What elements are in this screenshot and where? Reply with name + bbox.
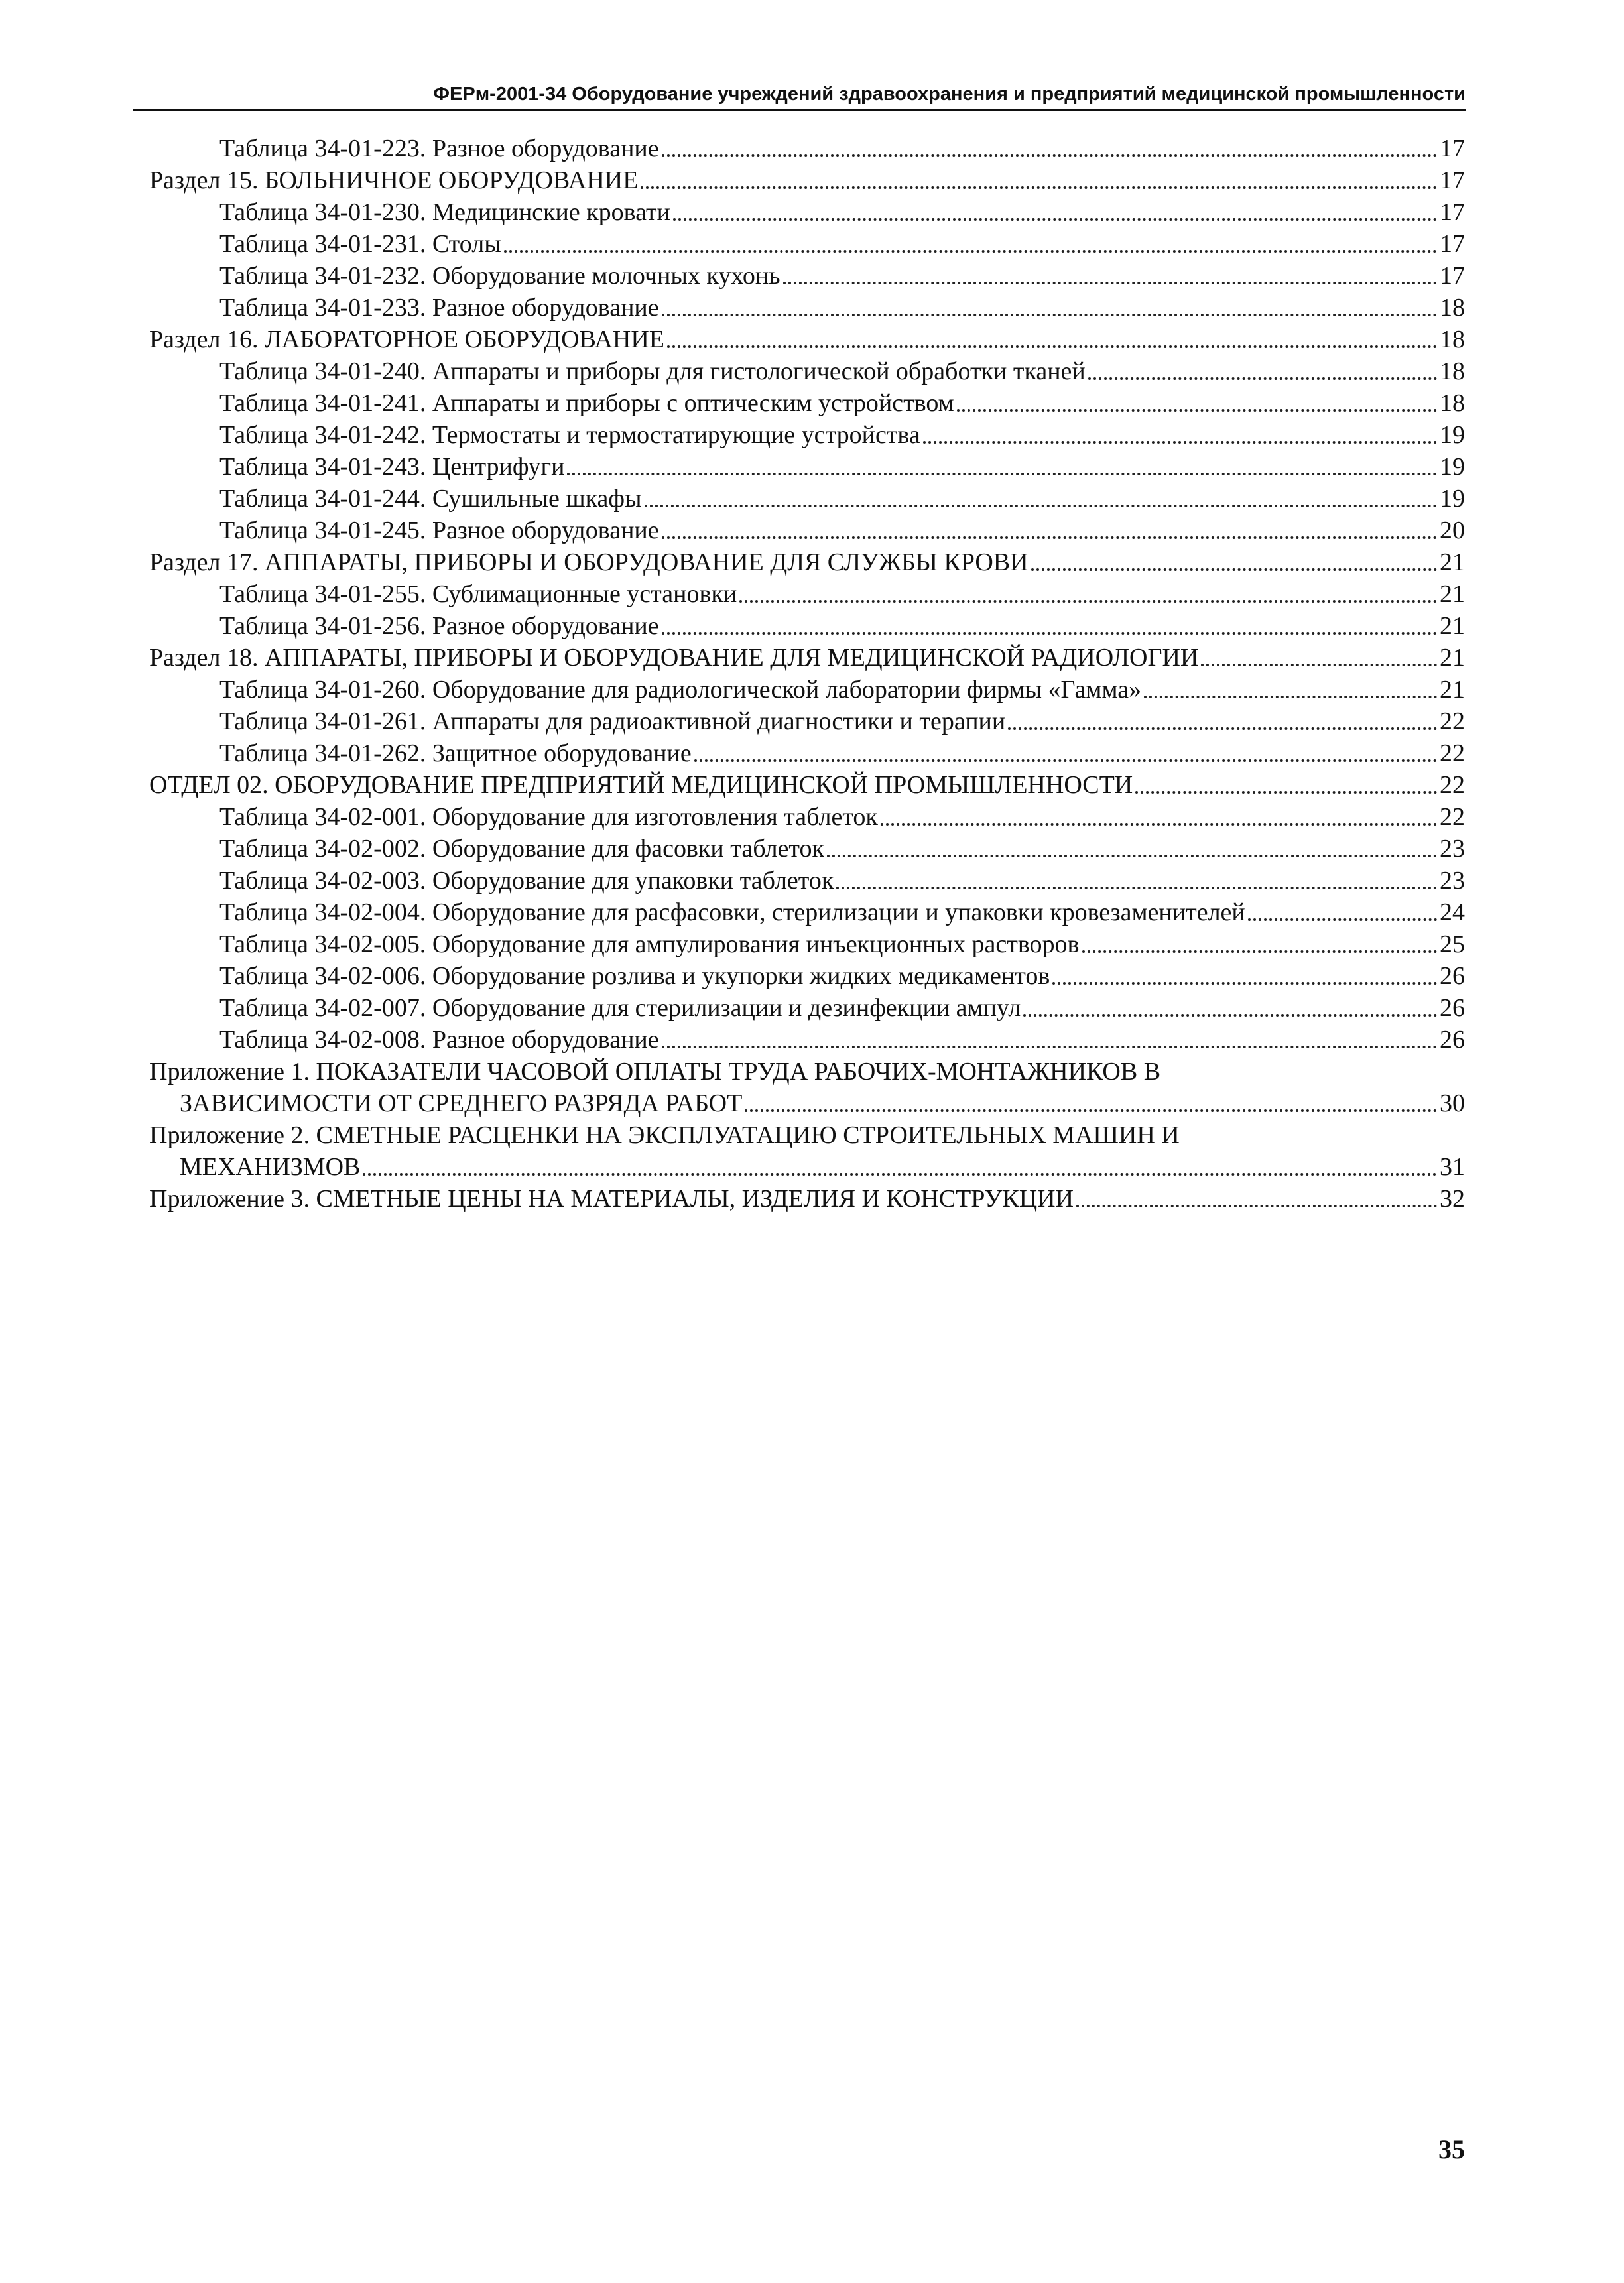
toc-entry	[149, 355, 1465, 387]
dot-leader	[641, 186, 1437, 189]
toc-entry-title: Таблица 34-01-245. Разное оборудование	[219, 517, 659, 544]
toc-entry-second-line	[149, 1151, 1465, 1183]
dot-leader	[645, 505, 1437, 507]
toc-entry-title: Таблица 34-01-243. Центрифуги	[219, 453, 565, 481]
toc-entry-page: 21	[1440, 548, 1465, 576]
dot-leader	[957, 409, 1437, 412]
toc-entry-page: 17	[1440, 135, 1465, 162]
toc-entry-title-line2: ЗАВИСИМОСТИ ОТ СРЕДНЕГО РАЗРЯДА РАБОТ	[180, 1089, 743, 1117]
toc-entry-page: 17	[1440, 198, 1465, 226]
dot-leader	[662, 154, 1437, 157]
toc-entry-page: 31	[1440, 1153, 1465, 1181]
dot-leader	[923, 441, 1437, 444]
toc-entry	[149, 292, 1465, 324]
toc-entry	[149, 260, 1465, 292]
toc-entry	[149, 610, 1465, 642]
toc-entry-title: Таблица 34-01-255. Сублимационные установки	[219, 580, 737, 608]
toc-entry-page: 26	[1440, 1026, 1465, 1054]
toc-entry-title-line1: Приложение 2. СМЕТНЫЕ РАСЦЕНКИ НА ЭКСПЛУАТАЦИЮ СТРОИТЕЛЬНЫХ МАШИН И	[149, 1121, 1180, 1149]
dot-leader	[662, 314, 1437, 316]
toc-entry-page: 24	[1440, 898, 1465, 926]
toc-entry-title: Таблица 34-01-223. Разное оборудование	[219, 135, 659, 162]
dot-leader	[363, 1173, 1437, 1176]
dot-leader	[881, 823, 1437, 826]
toc-entry-page: 18	[1440, 294, 1465, 322]
toc-appendix-entry	[149, 1183, 1465, 1215]
dot-leader	[1144, 696, 1437, 698]
toc-entry-page: 18	[1440, 357, 1465, 385]
dot-leader	[1031, 568, 1437, 571]
toc-entry	[149, 196, 1465, 228]
toc-entry-title: Таблица 34-02-008. Разное оборудование	[219, 1026, 659, 1054]
toc-entry-page: 26	[1440, 962, 1465, 990]
toc-section-entry	[149, 164, 1465, 196]
toc-entry-title: Таблица 34-02-007. Оборудование для стерилизации и дезинфекции ампул	[219, 994, 1021, 1022]
dot-leader	[745, 1109, 1437, 1112]
toc-section-entry	[149, 546, 1465, 578]
toc-entry	[149, 674, 1465, 706]
toc-entry	[149, 451, 1465, 483]
toc-entry-page: 23	[1440, 835, 1465, 863]
toc-entry-title: Раздел 15. БОЛЬНИЧНОЕ ОБОРУДОВАНИЕ	[149, 166, 639, 194]
toc-entry-title: Таблица 34-01-256. Разное оборудование	[219, 612, 659, 640]
toc-entry-page: 25	[1440, 930, 1465, 958]
toc-entry-page: 22	[1440, 739, 1465, 767]
toc-entry-page: 32	[1440, 1185, 1465, 1213]
header-title: ФЕРм-2001-34 Оборудование учреждений здравоохранения и предприятий медицинской промышленности	[433, 84, 1466, 105]
dot-leader	[1008, 727, 1437, 730]
toc-entry-page: 22	[1440, 771, 1465, 799]
toc-entry	[149, 228, 1465, 260]
toc-section-entry	[149, 324, 1465, 355]
dot-leader	[504, 250, 1437, 253]
toc-appendix-entry	[149, 1119, 1465, 1183]
toc-entry-page: 19	[1440, 421, 1465, 449]
toc-entry-title: Таблица 34-02-003. Оборудование для упаковки таблеток	[219, 867, 834, 895]
toc-entry-title: Таблица 34-01-242. Термостаты и термостатирующие устройства	[219, 421, 920, 449]
dot-leader	[1201, 664, 1437, 666]
dot-leader	[662, 632, 1437, 635]
toc-entry-page: 20	[1440, 517, 1465, 544]
toc-entry-title: Таблица 34-02-006. Оборудование розлива и укупорки жидких медикаментов	[219, 962, 1050, 990]
toc-entry	[149, 896, 1465, 928]
toc-entry-title: Таблица 34-01-244. Сушильные шкафы	[219, 485, 642, 513]
toc-entry-title: Таблица 34-01-240. Аппараты и приборы для гистологической обработки тканей	[219, 357, 1086, 385]
dot-leader	[1088, 377, 1437, 380]
toc-entry-title: Раздел 17. АППАРАТЫ, ПРИБОРЫ И ОБОРУДОВАНИЕ ДЛЯ СЛУЖБЫ КРОВИ	[149, 548, 1029, 576]
dot-leader	[783, 282, 1437, 284]
toc-entry-title-line1: Приложение 1. ПОКАЗАТЕЛИ ЧАСОВОЙ ОПЛАТЫ ТРУДА РАБОЧИХ-МОНТАЖНИКОВ В	[149, 1058, 1161, 1085]
dot-leader	[1023, 1014, 1437, 1017]
dot-leader	[1248, 918, 1437, 921]
toc-entry-title: ОТДЕЛ 02. ОБОРУДОВАНИЕ ПРЕДПРИЯТИЙ МЕДИЦИНСКОЙ ПРОМЫШЛЕННОСТИ	[149, 771, 1133, 799]
toc-entry	[149, 578, 1465, 610]
toc-section-entry	[149, 642, 1465, 674]
running-header	[133, 72, 1466, 111]
toc-appendix-entry	[149, 1056, 1465, 1119]
toc-entry-title: Таблица 34-01-241. Аппараты и приборы с оптическим устройством	[219, 389, 954, 417]
toc-entry	[149, 992, 1465, 1024]
toc-entry	[149, 928, 1465, 960]
toc-entry-title: Таблица 34-02-005. Оборудование для ампулирования инъекционных растворов	[219, 930, 1080, 958]
toc-entry	[149, 515, 1465, 546]
toc-entry	[149, 133, 1465, 164]
toc-entry-title-line2: МЕХАНИЗМОВ	[180, 1153, 361, 1181]
toc-entry-title: Таблица 34-01-261. Аппараты для радиоактивной диагностики и терапии	[219, 708, 1006, 735]
toc-entry-title: Раздел 16. ЛАБОРАТОРНОЕ ОБОРУДОВАНИЕ	[149, 326, 665, 353]
toc-entry-title: Приложение 3. СМЕТНЫЕ ЦЕНЫ НА МАТЕРИАЛЫ, ИЗДЕЛИЯ И КОНСТРУКЦИИ	[149, 1185, 1074, 1213]
toc-entry	[149, 483, 1465, 515]
toc-entry	[149, 419, 1465, 451]
dot-leader	[836, 887, 1437, 889]
dot-leader	[662, 536, 1437, 539]
toc-entry-page: 30	[1440, 1089, 1465, 1117]
dot-leader	[662, 1046, 1437, 1048]
toc-entry-page: 26	[1440, 994, 1465, 1022]
toc-entry-title: Таблица 34-01-262. Защитное оборудование	[219, 739, 692, 767]
toc-entry-page: 22	[1440, 803, 1465, 831]
toc-entry-page: 23	[1440, 867, 1465, 895]
toc-entry-page: 18	[1440, 389, 1465, 417]
toc-entry-title: Таблица 34-01-233. Разное оборудование	[219, 294, 659, 322]
dot-leader	[667, 345, 1437, 348]
dot-leader	[1082, 950, 1438, 953]
toc-entry	[149, 960, 1465, 992]
dot-leader	[1135, 791, 1437, 794]
toc-entry	[149, 737, 1465, 769]
toc-entry-title: Таблица 34-01-260. Оборудование для радиологической лаборатории фирмы «Гамма»	[219, 676, 1142, 704]
toc-entry-title: Таблица 34-02-004. Оборудование для расфасовки, стерилизации и упаковки кровезаменителей	[219, 898, 1245, 926]
dot-leader	[1052, 982, 1437, 985]
toc-entry-page: 21	[1440, 644, 1465, 672]
dot-leader	[673, 218, 1437, 221]
toc-entry-title: Раздел 18. АППАРАТЫ, ПРИБОРЫ И ОБОРУДОВАНИЕ ДЛЯ МЕДИЦИНСКОЙ РАДИОЛОГИИ	[149, 644, 1199, 672]
toc-entry	[149, 833, 1465, 865]
toc-entry-title: Таблица 34-01-232. Оборудование молочных кухонь	[219, 262, 781, 290]
dot-leader	[694, 759, 1437, 762]
toc-entry-page: 21	[1440, 580, 1465, 608]
toc-entry	[149, 865, 1465, 896]
table-of-contents	[149, 133, 1465, 1215]
toc-entry	[149, 706, 1465, 737]
toc-entry-title: Таблица 34-02-002. Оборудование для фасовки таблеток	[219, 835, 824, 863]
page-number: 35	[1438, 2134, 1465, 2164]
toc-entry-page: 17	[1440, 166, 1465, 194]
dot-leader	[567, 473, 1437, 475]
toc-entry-title: Таблица 34-01-231. Столы	[219, 230, 501, 258]
toc-entry-page: 21	[1440, 612, 1465, 640]
toc-entry-page: 19	[1440, 453, 1465, 481]
toc-entry-page: 17	[1440, 262, 1465, 290]
toc-entry	[149, 387, 1465, 419]
toc-entry-title: Таблица 34-02-001. Оборудование для изготовления таблеток	[219, 803, 878, 831]
dot-leader	[827, 855, 1437, 857]
toc-entry-page: 19	[1440, 485, 1465, 513]
toc-entry	[149, 801, 1465, 833]
toc-section-entry	[149, 769, 1465, 801]
dot-leader	[1076, 1205, 1437, 1207]
toc-entry-page: 22	[1440, 708, 1465, 735]
toc-entry-page: 21	[1440, 676, 1465, 704]
toc-entry-title: Таблица 34-01-230. Медицинские кровати	[219, 198, 670, 226]
toc-entry	[149, 1024, 1465, 1056]
toc-entry-page: 18	[1440, 326, 1465, 353]
toc-entry-second-line	[149, 1087, 1465, 1119]
dot-leader	[739, 600, 1437, 603]
toc-entry-page: 17	[1440, 230, 1465, 258]
